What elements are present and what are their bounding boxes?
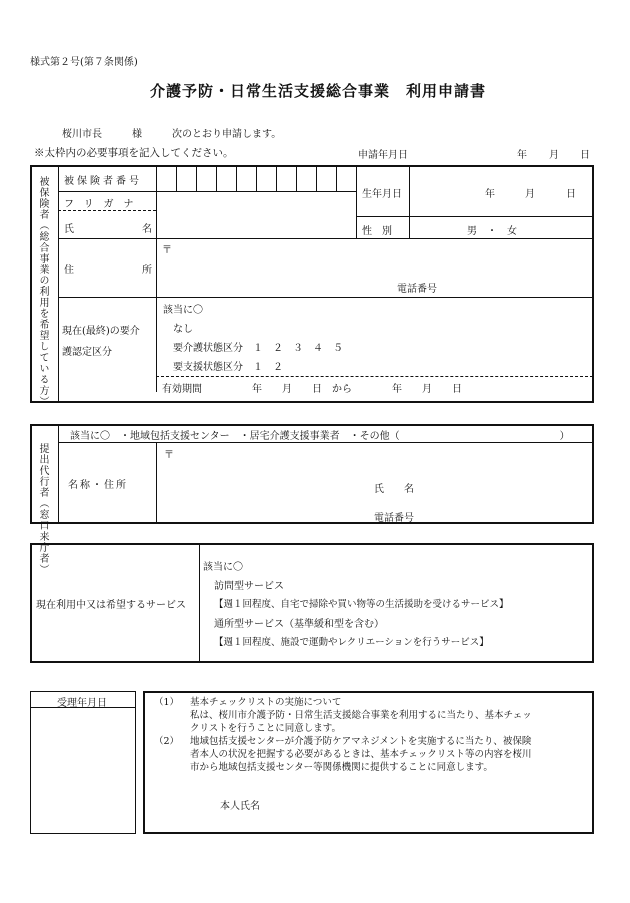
birth-day: 日 — [566, 189, 576, 200]
application-date-label: 申請年月日 — [358, 150, 408, 161]
reception-label: 受理年月日 — [57, 698, 107, 709]
birth-year: 年 — [485, 189, 495, 200]
gender-label: 性 別 — [362, 226, 392, 237]
care-label-line1: 現在(最終)の要介 — [62, 326, 140, 337]
service-visit-description: 【週１回程度、自宅で掃除や買い物等の生活援助を受けるサービス】 — [214, 599, 509, 610]
reception-date-input[interactable] — [31, 708, 135, 833]
consent-item1-title: 基本チェックリストの実施について — [190, 697, 342, 708]
name-label-a: 氏 — [64, 224, 74, 235]
application-month: 月 — [549, 150, 559, 161]
submitter-name-label: 氏 名 — [374, 484, 414, 495]
consent-item2-line3: 市から地域包括支援センター等関係機関に提供することに同意します。 — [190, 762, 493, 773]
submitter-section-label: 提出代行者（窓口来庁者） — [37, 443, 48, 575]
furigana-label: フリガナ — [64, 199, 144, 210]
form-number: 様式第２号(第７条関係) — [30, 57, 138, 68]
address-input[interactable] — [157, 239, 593, 297]
consent-item1-number: （1） — [154, 697, 180, 708]
submitter-name-address-label: 名称・住所 — [68, 480, 128, 491]
service-day-option[interactable]: 通所型サービス（基準緩和型を含む） — [214, 619, 384, 630]
care-check-label: 該当に〇 — [163, 305, 203, 316]
services-check-label: 該当に〇 — [203, 562, 243, 573]
submitter-phone-label: 電話番号 — [374, 513, 414, 524]
care-label-line2: 護認定区分 — [62, 347, 112, 358]
application-year: 年 — [517, 150, 527, 161]
postal-mark: 〒 — [162, 245, 172, 256]
name-input[interactable] — [157, 192, 355, 238]
consent-item1-line2: クリストを行うことに同意します。 — [190, 723, 342, 734]
submitter-options[interactable]: 該当に〇 ・地域包括支援センター ・居宅介護支援事業者 ・その他（ ） — [70, 431, 570, 442]
services-label: 現在利用中又は希望するサービス — [36, 600, 186, 611]
application-day: 日 — [580, 150, 590, 161]
address-label-b: 所 — [142, 265, 152, 276]
name-label-b: 名 — [142, 224, 152, 235]
consent-item2-line2: 者本人の状況を把握する必要があるときは、基本チェックリスト等の内容を桜川 — [190, 749, 532, 760]
birth-month: 月 — [525, 189, 535, 200]
care-option-none[interactable]: なし — [173, 324, 193, 335]
instruction-note: ※太枠内の必要事項を記入してください。 — [34, 147, 234, 159]
signature-input[interactable] — [270, 792, 570, 814]
submitter-postal-mark: 〒 — [164, 450, 174, 461]
signature-label: 本人氏名 — [220, 801, 260, 812]
insured-section-label: 被保険者（総合事業の利用を希望している方） — [37, 176, 48, 407]
care-option-levels[interactable]: 要介護状態区分 １ ２ ３ ４ ５ — [173, 343, 343, 354]
birthdate-input[interactable] — [410, 167, 593, 216]
service-visit-option[interactable]: 訪問型サービス — [214, 581, 284, 592]
valid-period[interactable]: 有効期間 年 月 日 から 年 月 日 — [162, 384, 462, 395]
address-label-a: 住 — [64, 265, 74, 276]
gender-options[interactable]: 男 ・ 女 — [467, 226, 517, 237]
consent-item1-line1: 私は、桜川市介護予防・日常生活支援総合事業を利用するに当たり、基本チェッ — [190, 710, 532, 721]
service-day-description: 【週１回程度、施設で運動やレクリエーションを行うサービス】 — [214, 637, 489, 648]
consent-item2-number: （2） — [154, 736, 180, 747]
addressee-line: 桜川市長 様 次のとおり申請します。 — [62, 129, 282, 140]
phone-label: 電話番号 — [397, 284, 437, 295]
consent-item2-line1: 地域包括支援センターが介護予防ケアマネジメントを実施するに当たり、被保険 — [190, 736, 532, 747]
submitter-input[interactable] — [157, 443, 593, 523]
birthdate-label: 生年月日 — [362, 189, 402, 200]
insured-number-label: 被保険者番号 — [64, 176, 142, 187]
page-title: 介護予防・日常生活支援総合事業 利用申請書 — [150, 82, 487, 100]
support-option-levels[interactable]: 要支援状態区分 １ ２ — [173, 362, 283, 373]
